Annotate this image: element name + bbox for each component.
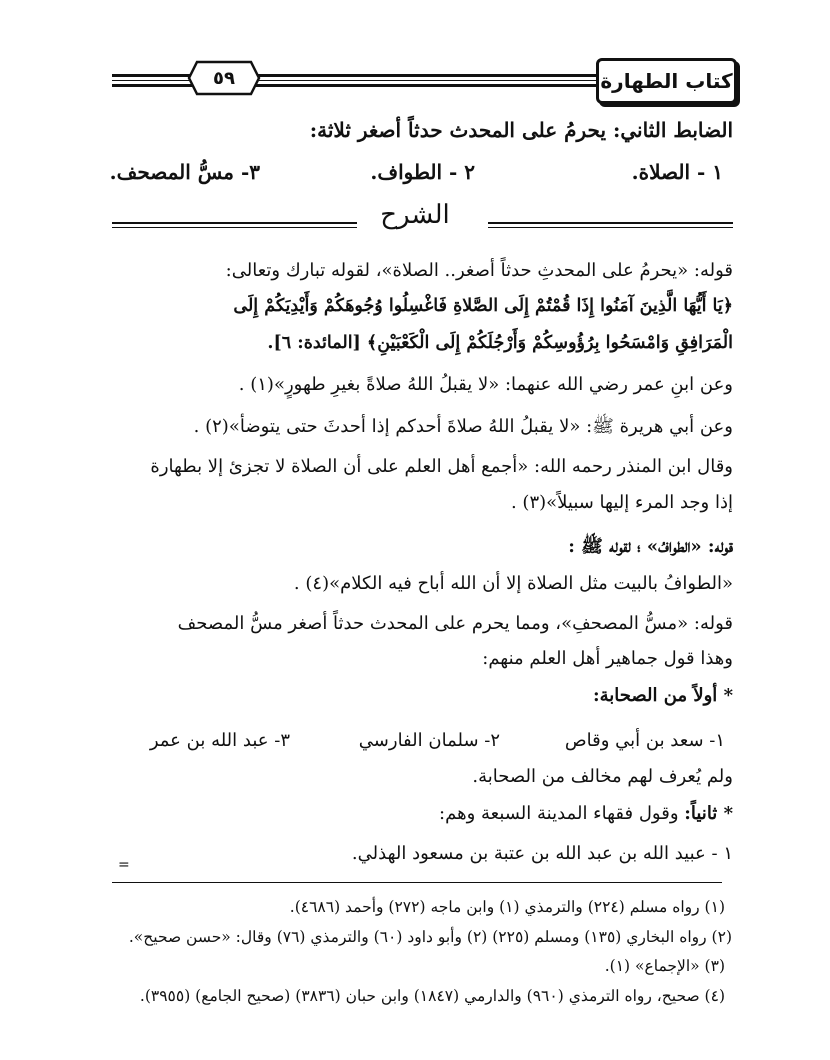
quran-verse: الْمَرَافِقِ وَامْسَحُوا بِرُؤُوسِكُمْ وَأَرْجُلَكُمْ إِلَى الْكَعْبَيْنِ﴾ [المائدة: ٦].: [267, 333, 733, 353]
subheading-text: وقول فقهاء المدينة السبعة وهم:: [439, 803, 679, 824]
footnote-separator: [112, 882, 722, 883]
continuation-mark: =: [118, 857, 130, 873]
paragraph: قوله: «الطوافُ» ؛ لقوله ﷺ :: [568, 536, 733, 557]
rule-heading: الضابط الثاني: يحرمُ على المحدث حدثاً أصغر ثلاثة:: [309, 118, 733, 142]
paragraph: وقال ابن المنذر رحمه الله: «أجمع أهل العلم على أن الصلاة لا تجزئ إلا بطهارة: [150, 456, 733, 477]
footnote: (٣) «الإجماع» (١).: [604, 957, 725, 975]
footnote: (٢) رواه البخاري (١٣٥) ومسلم (٢٢٥) (٢) وأبو داود (٦٠) والترمذي (٧٦) وقال: «حسن صحيح».: [128, 928, 732, 946]
paragraph: وعن ابنِ عمر رضي الله عنهما: «لا يقبلُ اللهُ صلاةً بغيرِ طهورٍ»(١) .: [238, 374, 733, 395]
list-item: ١- سعد بن أبي وقاص: [564, 730, 725, 751]
quran-verse: ﴿يَا أَيُّهَا الَّذِينَ آمَنُوا إِذَا قُمْتُمْ إِلَى الصَّلاةِ فَاغْسِلُوا وُجُوهَكُمْ وَأَيْدِيَكُمْ إِلَى: [233, 296, 733, 316]
page-number-badge: [187, 60, 261, 96]
page-number: ٥٩: [213, 67, 235, 89]
list-item: ٢- سلمان الفارسي: [358, 730, 500, 751]
list-item: ٣- مسُّ المصحف.: [109, 160, 260, 184]
subheading: * ثانياً:: [684, 803, 733, 824]
list-item: ١ - الصلاة.: [631, 160, 723, 184]
book-title: كتاب الطهارة: [596, 58, 737, 104]
list-item: ١ - عبيد الله بن عبد الله بن عتبة بن مسعود الهذلي.: [351, 843, 733, 864]
paragraph: وهذا قول جماهير أهل العلم منهم:: [482, 648, 733, 669]
paragraph: إذا وجد المرء إليها سبيلاً»(٣) .: [510, 492, 733, 513]
paragraph: قوله: «مسُّ المصحفِ»، ومما يحرم على المحدث حدثاً أصغر مسُّ المصحف: [177, 613, 733, 634]
list-item: ٢ - الطواف.: [370, 160, 475, 184]
paragraph: وعن أبي هريرة ﷺ: «لا يقبلُ اللهُ صلاةَ أحدكم إذا أحدثَ حتى يتوضأ»(٢) .: [193, 416, 733, 437]
paragraph: «الطوافُ بالبيت مثل الصلاة إلا أن الله أباح فيه الكلام»(٤) .: [293, 573, 733, 594]
paragraph: ولم يُعرف لهم مخالف من الصحابة.: [472, 766, 733, 787]
page-header: [112, 58, 737, 108]
footnote: (٤) صحيح، رواه الترمذي (٩٦٠) والدارمي (١٨٤٧) وابن حبان (٣٨٣٦) (صحيح الجامع) (٣٩٥٥).: [139, 987, 725, 1005]
footnote: (١) رواه مسلم (٢٢٤) والترمذي (١) وابن ماجه (٢٧٢) وأحمد (٤٦٨٦).: [289, 898, 725, 916]
section-title: الشرح: [380, 200, 450, 230]
paragraph: [439, 803, 733, 824]
paragraph: قوله: «يحرمُ على المحدثِ حدثاً أصغر.. الصلاة»، لقوله تبارك وتعالى:: [225, 260, 733, 281]
list-item: ٣- عبد الله بن عمر: [149, 730, 290, 751]
subheading: * أولاً من الصحابة:: [592, 685, 733, 706]
